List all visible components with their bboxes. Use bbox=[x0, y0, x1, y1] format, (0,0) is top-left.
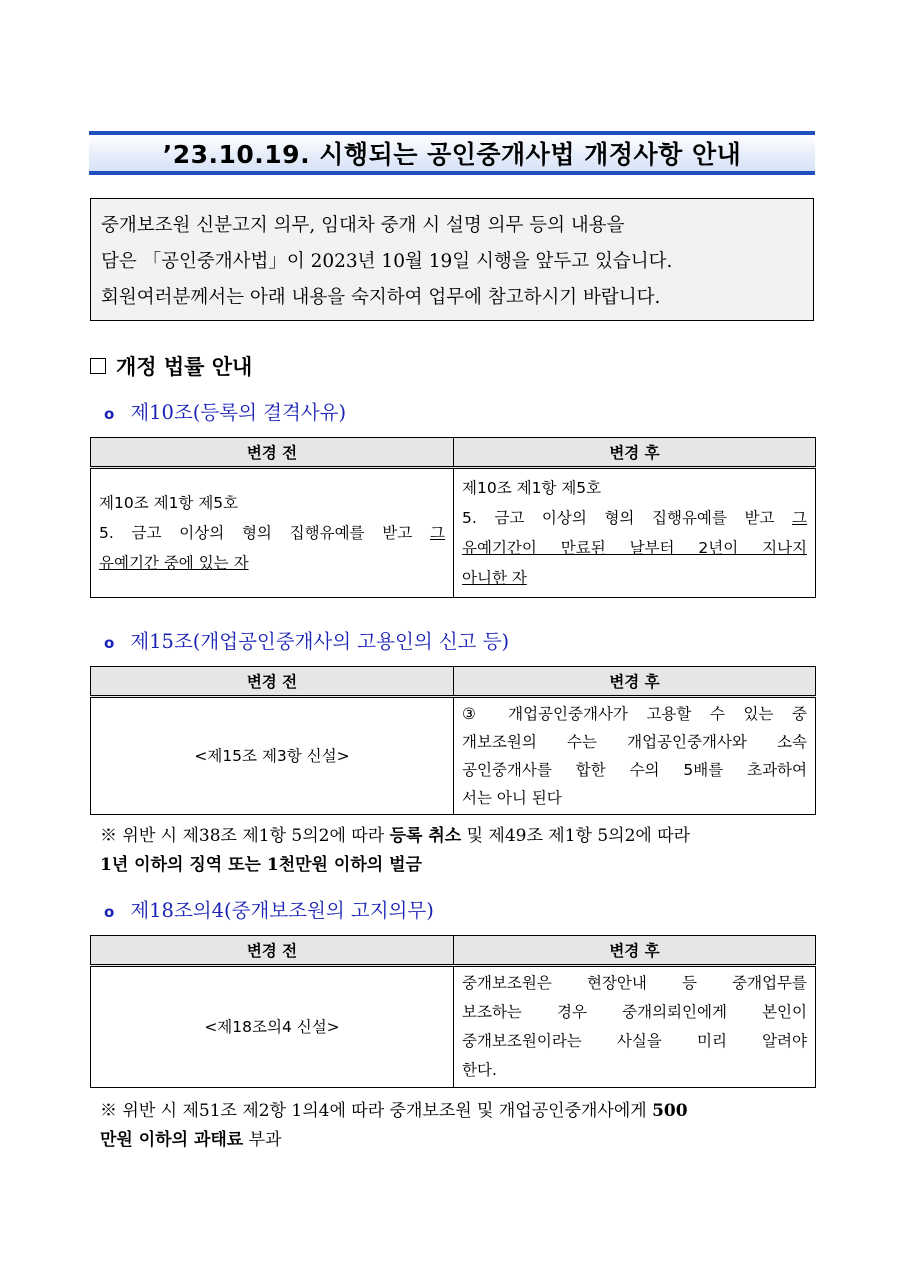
document-title: ’23.10.19. 시행되는 공인중개사법 개정사항 안내 bbox=[162, 140, 742, 169]
article-10-title: 제10조(등록의 결격사유) bbox=[130, 401, 347, 424]
header-before: 변경 전 bbox=[91, 936, 454, 966]
text-line: ③ 개업공인중개사가 고용할 수 있는 중 bbox=[462, 705, 807, 723]
intro-line-2: 담은 「공인중개사법」이 2023년 10월 19일 시행을 앞두고 있습니다. bbox=[101, 251, 673, 272]
text-line: 중개보조원이라는 사실을 미리 알려야 bbox=[462, 1032, 807, 1050]
article-18-4-note bbox=[100, 1097, 820, 1155]
article-10-table bbox=[90, 437, 816, 598]
article-18-4-title: 제18조의4(중개보조원의 고지의무) bbox=[130, 899, 434, 922]
text-line: 그 bbox=[430, 524, 445, 542]
article-18-4-table bbox=[90, 935, 816, 1088]
document-title-banner bbox=[89, 131, 815, 175]
intro-line-3: 회원여러분께서는 아래 내용을 숙지하여 업무에 참고하시기 바랍니다. bbox=[101, 287, 661, 308]
article-15-before-cell: <제15조 제3항 신설> bbox=[91, 697, 454, 815]
header-before: 변경 전 bbox=[91, 438, 454, 468]
header-after: 변경 후 bbox=[454, 936, 816, 966]
article-10-after-cell bbox=[454, 468, 816, 598]
article-18-4-heading bbox=[104, 895, 434, 923]
article-15-title: 제15조(개업공인중개사의 고용인의 신고 등) bbox=[130, 630, 510, 653]
header-after: 변경 후 bbox=[454, 438, 816, 468]
text-line: 제10조 제1항 제5호 bbox=[99, 494, 239, 512]
text-line: 개보조원의 수는 개업공인중개사와 소속 bbox=[462, 733, 807, 751]
bullet-icon: o bbox=[104, 903, 115, 921]
article-10-heading bbox=[104, 397, 346, 425]
text-line: 5. 금고 이상의 형의 집행유예를 받고 bbox=[99, 524, 431, 542]
note-emphasis: 500 bbox=[652, 1101, 688, 1121]
header-after: 변경 후 bbox=[454, 667, 816, 697]
note-text: ※ 위반 시 제38조 제1항 5의2에 따라 bbox=[100, 826, 390, 846]
bullet-icon: o bbox=[104, 405, 115, 423]
article-18-4-after-cell bbox=[454, 966, 816, 1088]
article-15-heading bbox=[104, 626, 509, 654]
article-15-note bbox=[100, 822, 820, 880]
bullet-icon: o bbox=[104, 634, 115, 652]
article-15-table bbox=[90, 666, 816, 815]
text-line: 그 bbox=[792, 509, 807, 527]
note-emphasis: 등록 취소 bbox=[389, 826, 462, 846]
section-heading-text: 개정 법률 안내 bbox=[116, 355, 253, 379]
text-line: 한다. bbox=[462, 1061, 497, 1079]
note-text: ※ 위반 시 제51조 제2항 1의4에 따라 중개보조원 및 개업공인중개사에게 bbox=[100, 1101, 653, 1121]
note-emphasis: 1년 이하의 징역 또는 1천만원 이하의 벌금 bbox=[100, 855, 422, 875]
article-10-before-cell bbox=[91, 468, 454, 598]
text-line: 유예기간 중에 있는 자 bbox=[99, 554, 249, 572]
header-before: 변경 전 bbox=[91, 667, 454, 697]
text-line: 서는 아니 된다 bbox=[462, 789, 562, 807]
text-line: 아니한 자 bbox=[462, 569, 527, 587]
text-line: 공인중개사를 합한 수의 5배를 초과하여 bbox=[462, 761, 807, 779]
note-text: 부과 bbox=[243, 1130, 282, 1150]
article-15-after-cell bbox=[454, 697, 816, 815]
intro-box bbox=[90, 198, 814, 321]
note-text: 및 제49조 제1항 5의2에 따라 bbox=[461, 826, 691, 846]
text-line: 5. 금고 이상의 형의 집행유예를 받고 bbox=[462, 509, 793, 527]
text-line: 유예기간이 만료된 날부터 2년이 지나지 bbox=[462, 539, 807, 557]
checkbox-icon bbox=[90, 358, 106, 374]
text-line: 제10조 제1항 제5호 bbox=[462, 479, 602, 497]
text-line: 중개보조원은 현장안내 등 중개업무를 bbox=[462, 974, 807, 992]
intro-line-1: 중개보조원 신분고지 의무, 임대차 중개 시 설명 의무 등의 내용을 bbox=[101, 215, 625, 236]
text-line: 보조하는 경우 중개의뢰인에게 본인이 bbox=[462, 1003, 807, 1021]
note-emphasis: 만원 이하의 과태료 bbox=[100, 1130, 244, 1150]
article-18-4-before-cell: <제18조의4 신설> bbox=[91, 966, 454, 1088]
section-heading bbox=[90, 351, 252, 381]
